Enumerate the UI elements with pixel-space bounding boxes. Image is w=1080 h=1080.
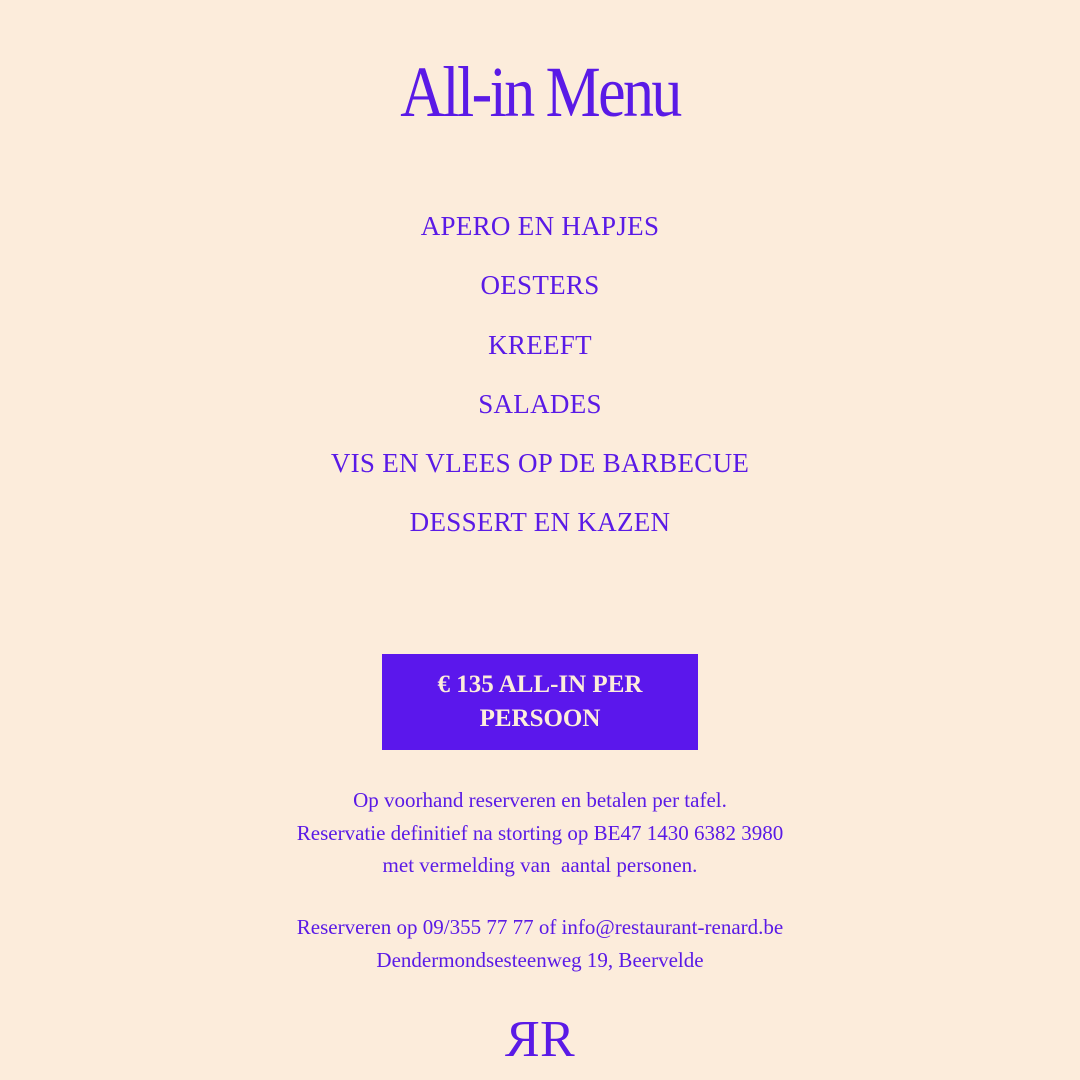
page-title: All-in Menu bbox=[400, 52, 680, 132]
restaurant-logo bbox=[0, 1012, 1080, 1068]
menu-item-dessert: DESSERT EN KAZEN bbox=[409, 507, 671, 538]
menu-item-apero: APERO EN HAPJES bbox=[420, 211, 660, 241]
price-text bbox=[410, 668, 670, 736]
reservation-line-2: Reservatie definitief na storting op BE47 1430 6382 3980 bbox=[296, 820, 784, 845]
contact-line-address: Dendermondsesteenweg 19, Beervelde bbox=[376, 947, 704, 972]
logo-letter-mirrored: R bbox=[511, 1011, 540, 1068]
logo-letter: R bbox=[540, 1011, 569, 1068]
menu-item-kreeft: KREEFT bbox=[488, 329, 592, 360]
reservation-line-1: Op voorhand reserveren en betalen per tafel. bbox=[353, 788, 727, 812]
price-line-2: PERSOON bbox=[479, 705, 601, 732]
reservation-info bbox=[0, 784, 1080, 882]
menu-list bbox=[0, 206, 1080, 562]
reservation-line-3: met vermelding van aantal personen. bbox=[382, 853, 698, 877]
menu-item-oesters: OESTERS bbox=[480, 270, 600, 301]
menu-item-barbecue: VIS EN VLEES OP DE BARBECUE bbox=[330, 448, 750, 479]
contact-info bbox=[0, 911, 1080, 976]
menu-item-salades: SALADES bbox=[478, 388, 602, 419]
contact-line-phone-email: Reserveren op 09/355 77 77 of info@restaurant-renard.be bbox=[296, 915, 784, 939]
price-line-1: € 135 ALL-IN PER bbox=[437, 671, 643, 698]
price-badge bbox=[382, 654, 698, 750]
